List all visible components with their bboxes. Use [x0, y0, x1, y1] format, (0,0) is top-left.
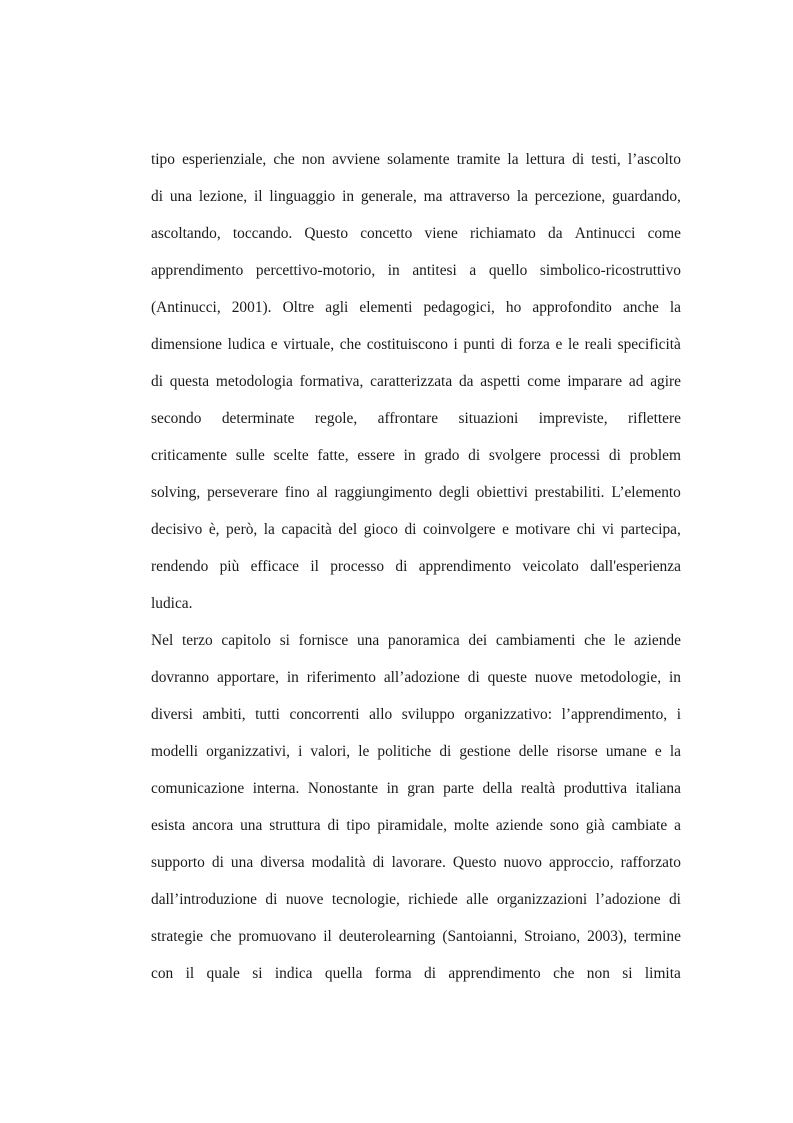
text-line: di una lezione, il linguaggio in generale, ma attraverso la percezione, guardando,: [151, 188, 681, 205]
text-line: ascoltando, toccando. Questo concetto viene richiamato da Antinucci come: [151, 225, 681, 242]
text-line: di questa metodologia formativa, caratterizzata da aspetti come imparare ad agire: [151, 373, 681, 390]
document-page: [151, 145, 681, 996]
text-line: diversi ambiti, tutti concorrenti allo sviluppo organizzativo: l’apprendimento, i: [151, 706, 681, 723]
text-line: tipo esperienziale, che non avviene solamente tramite la lettura di testi, l’ascolto: [151, 151, 681, 168]
text-line: solving, perseverare fino al raggiungimento degli obiettivi prestabiliti. L’elemento: [151, 484, 681, 501]
text-line: comunicazione interna. Nonostante in gran parte della realtà produttiva italiana: [151, 780, 681, 797]
paragraph: [151, 145, 681, 626]
text-line: decisivo è, però, la capacità del gioco di coinvolgere e motivare chi vi partecipa,: [151, 521, 681, 538]
text-line: modelli organizzativi, i valori, le politiche di gestione delle risorse umane e la: [151, 743, 681, 760]
text-line: dall’introduzione di nuove tecnologie, richiede alle organizzazioni l’adozione di: [151, 891, 681, 908]
text-line: esista ancora una struttura di tipo piramidale, molte aziende sono già cambiate a: [151, 817, 681, 834]
text-line: rendendo più efficace il processo di apprendimento veicolato dall'esperienza: [151, 558, 681, 575]
text-line: dovranno apportare, in riferimento all’adozione di queste nuove metodologie, in: [151, 669, 681, 686]
text-line: strategie che promuovano il deuterolearning (Santoianni, Stroiano, 2003), termine: [151, 928, 681, 945]
text-line: (Antinucci, 2001). Oltre agli elementi pedagogici, ho approfondito anche la: [151, 299, 681, 316]
text-line: Nel terzo capitolo si fornisce una panoramica dei cambiamenti che le aziende: [151, 632, 681, 649]
text-line: dimensione ludica e virtuale, che costituiscono i punti di forza e le reali specificità: [151, 336, 681, 353]
paragraph: [151, 626, 681, 996]
text-line: secondo determinate regole, affrontare situazioni impreviste, riflettere: [151, 410, 681, 427]
text-line: apprendimento percettivo-motorio, in antitesi a quello simbolico-ricostruttivo: [151, 262, 681, 279]
text-line: con il quale si indica quella forma di apprendimento che non si limita: [151, 965, 681, 982]
text-line: supporto di una diversa modalità di lavorare. Questo nuovo approccio, rafforzato: [151, 854, 681, 871]
text-line: ludica.: [151, 595, 193, 612]
text-line: criticamente sulle scelte fatte, essere in grado di svolgere processi di problem: [151, 447, 681, 464]
